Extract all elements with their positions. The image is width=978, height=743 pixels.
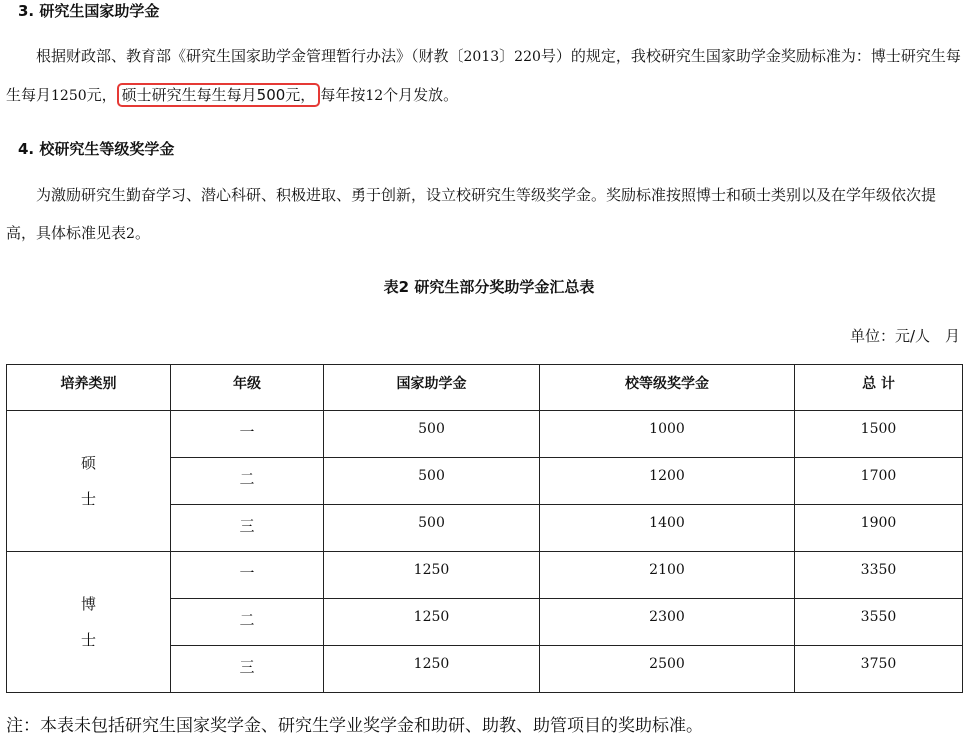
total-cell: 3350 <box>795 552 963 599</box>
school-scholarship-cell: 1000 <box>540 411 795 458</box>
school-scholarship-cell: 1200 <box>540 458 795 505</box>
grade-cell: 一 <box>171 411 324 458</box>
section-4-paragraph <box>6 176 964 253</box>
header-school-scholarship: 校等级奖学金 <box>540 365 795 411</box>
text-segment: 每年按 <box>320 86 366 104</box>
phd-amount: 1250 <box>51 88 87 104</box>
school-scholarship-cell: 2500 <box>540 646 795 693</box>
national-grant-cell: 500 <box>324 505 540 552</box>
national-grant-cell: 1250 <box>324 646 540 693</box>
national-grant-cell: 500 <box>324 458 540 505</box>
text-segment: 个月发放。 <box>383 86 459 104</box>
category-master <box>7 411 171 552</box>
total-cell: 3750 <box>795 646 963 693</box>
text-segment: 为激励研究生勤奋学习、潜心科研、积极进取、勇于创新，设立校研究生等级奖学金。奖励标准按照博士和硕士类别以及在学年级依次提高，具体标准见表 <box>6 186 937 242</box>
text-segment: 元， <box>86 86 117 104</box>
text-segment: 根据财政部、教育部《研究生国家助学金管理暂行办法》（财教〔 <box>36 47 464 65</box>
scholarship-summary-table <box>6 364 963 693</box>
table-unit: 单位：元/人 月 <box>849 327 960 345</box>
category-char: 士 <box>80 631 96 649</box>
category-char: 博 <box>80 595 96 613</box>
total-cell: 1500 <box>795 411 963 458</box>
grade-cell: 三 <box>171 505 324 552</box>
category-char: 士 <box>80 490 96 508</box>
national-grant-cell: 500 <box>324 411 540 458</box>
section-3-paragraph <box>6 37 964 115</box>
school-scholarship-cell: 1400 <box>540 505 795 552</box>
header-category: 培养类别 <box>7 365 171 411</box>
text-segment: 。 <box>134 224 150 242</box>
grade-cell: 二 <box>171 458 324 505</box>
document-number: 220 <box>514 49 541 65</box>
section-4-heading: 4. 校研究生等级奖学金 <box>18 140 175 158</box>
total-cell: 3550 <box>795 599 963 646</box>
months-number: 12 <box>365 88 384 104</box>
table-row <box>7 552 963 599</box>
year-number: 2013 <box>463 49 500 65</box>
table-row <box>7 411 963 458</box>
text-segment: 号）的规定，我校研究生国家助学金奖励标准为：博士研究生每生每月 <box>6 47 961 104</box>
table-title: 表2 研究生部分奖助学金汇总表 <box>383 278 595 296</box>
table-reference: 2 <box>126 226 135 242</box>
grade-cell: 一 <box>171 552 324 599</box>
table-header-row <box>7 365 963 411</box>
category-char: 硕 <box>80 454 96 472</box>
school-scholarship-cell: 2300 <box>540 599 795 646</box>
header-grade: 年级 <box>171 365 324 411</box>
total-cell: 1700 <box>795 458 963 505</box>
grade-cell: 二 <box>171 599 324 646</box>
table-footnote: 注：本表未包括研究生国家奖学金、研究生学业奖学金和助研、助教、助管项目的奖助标准。 <box>6 716 703 736</box>
total-cell: 1900 <box>795 505 963 552</box>
grade-cell: 三 <box>171 646 324 693</box>
category-doctor <box>7 552 171 693</box>
section-3-heading: 3. 研究生国家助学金 <box>18 2 160 20</box>
highlighted-master-stipend: 硕士研究生每生每月500元， <box>117 83 321 107</box>
national-grant-cell: 1250 <box>324 599 540 646</box>
text-segment: 〕 <box>499 47 515 65</box>
header-total: 总 计 <box>795 365 963 411</box>
national-grant-cell: 1250 <box>324 552 540 599</box>
header-national-grant: 国家助学金 <box>324 365 540 411</box>
school-scholarship-cell: 2100 <box>540 552 795 599</box>
